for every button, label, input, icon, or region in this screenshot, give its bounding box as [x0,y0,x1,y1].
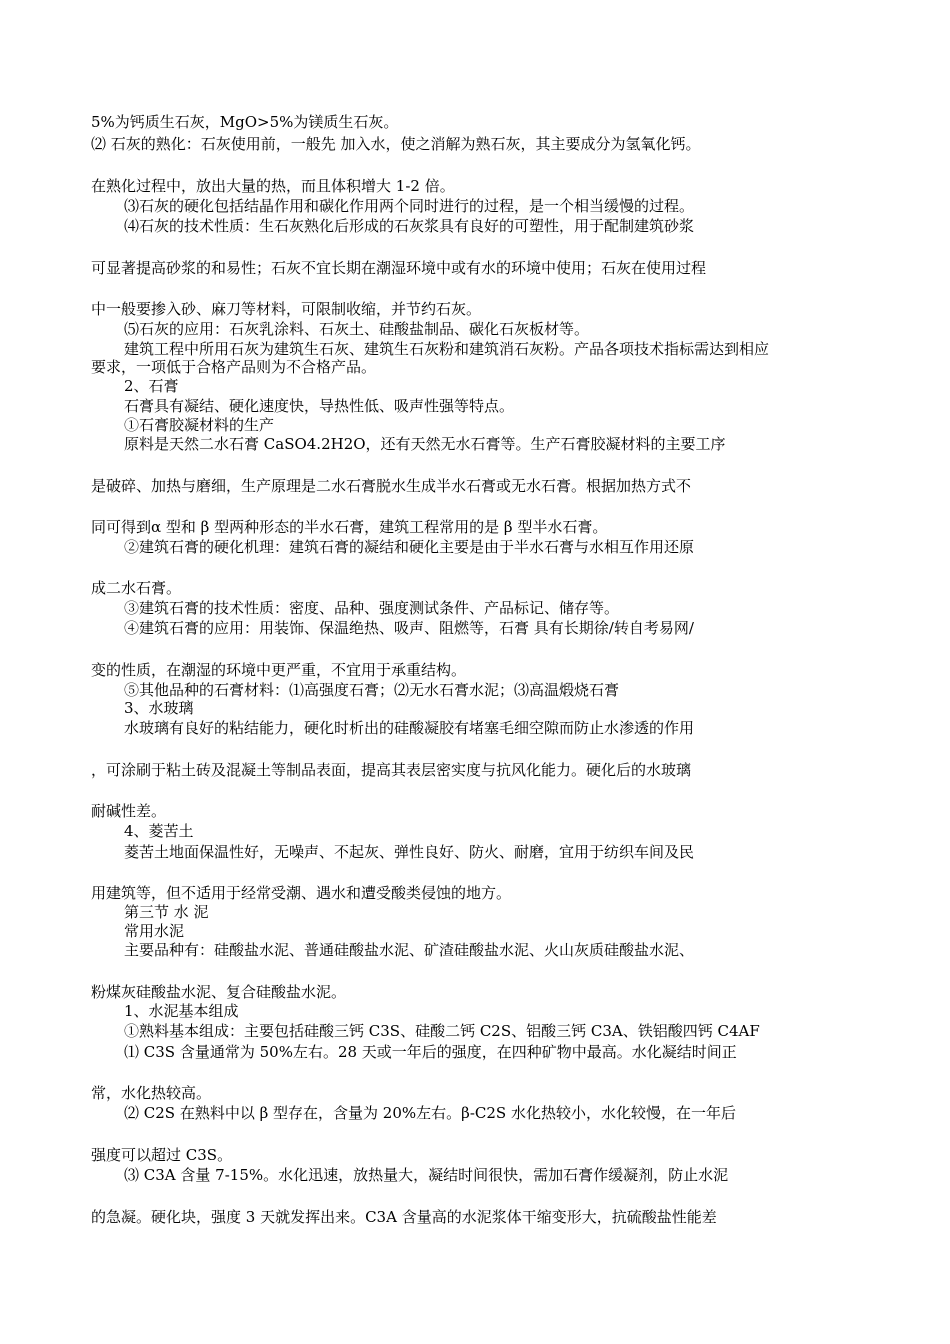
text-line: 建筑工程中所用石灰为建筑生石灰、建筑生石灰粉和建筑消石灰粉。产品各项技术指标需达到相应 [124,340,770,358]
text-line: 2、石膏 [124,377,179,395]
text-line: ⑶石灰的硬化包括结晶作用和碳化作用两个同时进行的过程，是一个相当缓慢的过程。 [124,197,695,215]
text-line: 常用水泥 [124,922,185,940]
text-line: ②建筑石膏的硬化机理：建筑石膏的凝结和硬化主要是由于半水石膏与水相互作用还原 [124,538,695,556]
text-line: ⑷石灰的技术性质：生石灰熟化后形成的石灰浆具有良好的可塑性，用于配制建筑砂浆 [124,217,695,235]
text-line: 用建筑等，但不适用于经常受潮、遇水和遭受酸类侵蚀的地方。 [91,884,512,902]
text-line: 要求，一项低于合格产品则为不合格产品。 [91,358,377,376]
text-line: 菱苦土地面保温性好，无噪声、不起灰、弹性良好、防火、耐磨，宜用于纺织车间及民 [124,843,695,861]
text-line: 4、菱苦土 [124,822,194,840]
text-line: ④建筑石膏的应用：用装饰、保温绝热、吸声、阻燃等，石膏 具有长期徐/转自考易网/ [124,619,694,637]
text-line: ⑵ 石灰的熟化：石灰使用前，一般先 加入水，使之消解为熟石灰，其主要成分为氢氧化钙。 [91,135,701,153]
text-line: 的急凝。硬化块，强度 3 天就发挥出来。C3A 含量高的水泥浆体干缩变形大，抗硫酸盐性能差 [91,1208,717,1226]
text-line: ①熟料基本组成：主要包括硅酸三钙 C3S、硅酸二钙 C2S、铝酸三钙 C3A、铁铝酸四钙 C4AF [124,1022,760,1040]
text-line: 5%为钙质生石灰，MgO>5%为镁质生石灰。 [91,113,399,131]
text-line: 同可得到α 型和 β 型两种形态的半水石膏，建筑工程常用的是 β 型半水石膏。 [91,518,608,536]
text-line: 主要品种有：硅酸盐水泥、普通硅酸盐水泥、矿渣硅酸盐水泥、火山灰质硅酸盐水泥、 [124,941,695,959]
text-line: 第三节 水 泥 [124,903,209,921]
text-line: 1、水泥基本组成 [124,1002,239,1020]
text-line: ⑴ C3S 含量通常为 50%左右。28 天或一年后的强度，在四种矿物中最高。水化凝结时间正 [124,1043,737,1061]
text-line: ⑤其他品种的石膏材料：⑴高强度石膏；⑵无水石膏水泥；⑶高温煅烧石膏 [124,681,620,699]
text-line: ③建筑石膏的技术性质：密度、品种、强度测试条件、产品标记、储存等。 [124,599,620,617]
text-line: 水玻璃有良好的粘结能力，硬化时析出的硅酸凝胶有堵塞毛细空隙而防止水渗透的作用 [124,719,695,737]
text-line: 石膏具有凝结、硬化速度快，导热性低、吸声性强等特点。 [124,397,515,415]
text-line: 在熟化过程中，放出大量的热，而且体积增大 1-2 倍。 [91,177,455,195]
text-line: 3、水玻璃 [124,699,194,717]
text-line: 耐碱性差。 [91,802,167,820]
text-line: 可显著提高砂浆的和易性；石灰不宜长期在潮湿环境中或有水的环境中使用；石灰在使用过程 [91,259,707,277]
text-line: 常，水化热较高。 [91,1084,212,1102]
text-line: 强度可以超过 C3S。 [91,1146,233,1164]
text-line: 变的性质，在潮湿的环境中更严重，不宜用于承重结构。 [91,661,467,679]
text-line: 粉煤灰硅酸盐水泥、复合硅酸盐水泥。 [91,983,347,1001]
text-line: 中一般要掺入砂、麻刀等材料，可限制收缩，并节约石灰。 [91,300,482,318]
text-line: ，可涂刷于粘土砖及混凝土等制品表面，提高其表层密实度与抗风化能力。硬化后的水玻璃 [91,761,692,779]
text-line: 是破碎、加热与磨细，生产原理是二水石膏脱水生成半水石膏或无水石膏。根据加热方式不 [91,477,692,495]
text-line: 成二水石膏。 [91,579,182,597]
text-line: ⑶ C3A 含量 7-15%。水化迅速，放热量大，凝结时间很快，需加石膏作缓凝剂，防止水泥 [124,1166,729,1184]
text-line: ⑵ C2S 在熟料中以 β 型存在，含量为 20%左右。β-C2S 水化热较小，水化较慢，在一年后 [124,1104,736,1122]
text-line: ①石膏胶凝材料的生产 [124,416,275,434]
text-line: 原料是天然二水石膏 CaSO4.2H2O，还有天然无水石膏等。生产石膏胶凝材料的主要工序 [124,435,726,453]
text-line: ⑸石灰的应用：石灰乳涂料、石灰土、硅酸盐制品、碳化石灰板材等。 [124,320,590,338]
